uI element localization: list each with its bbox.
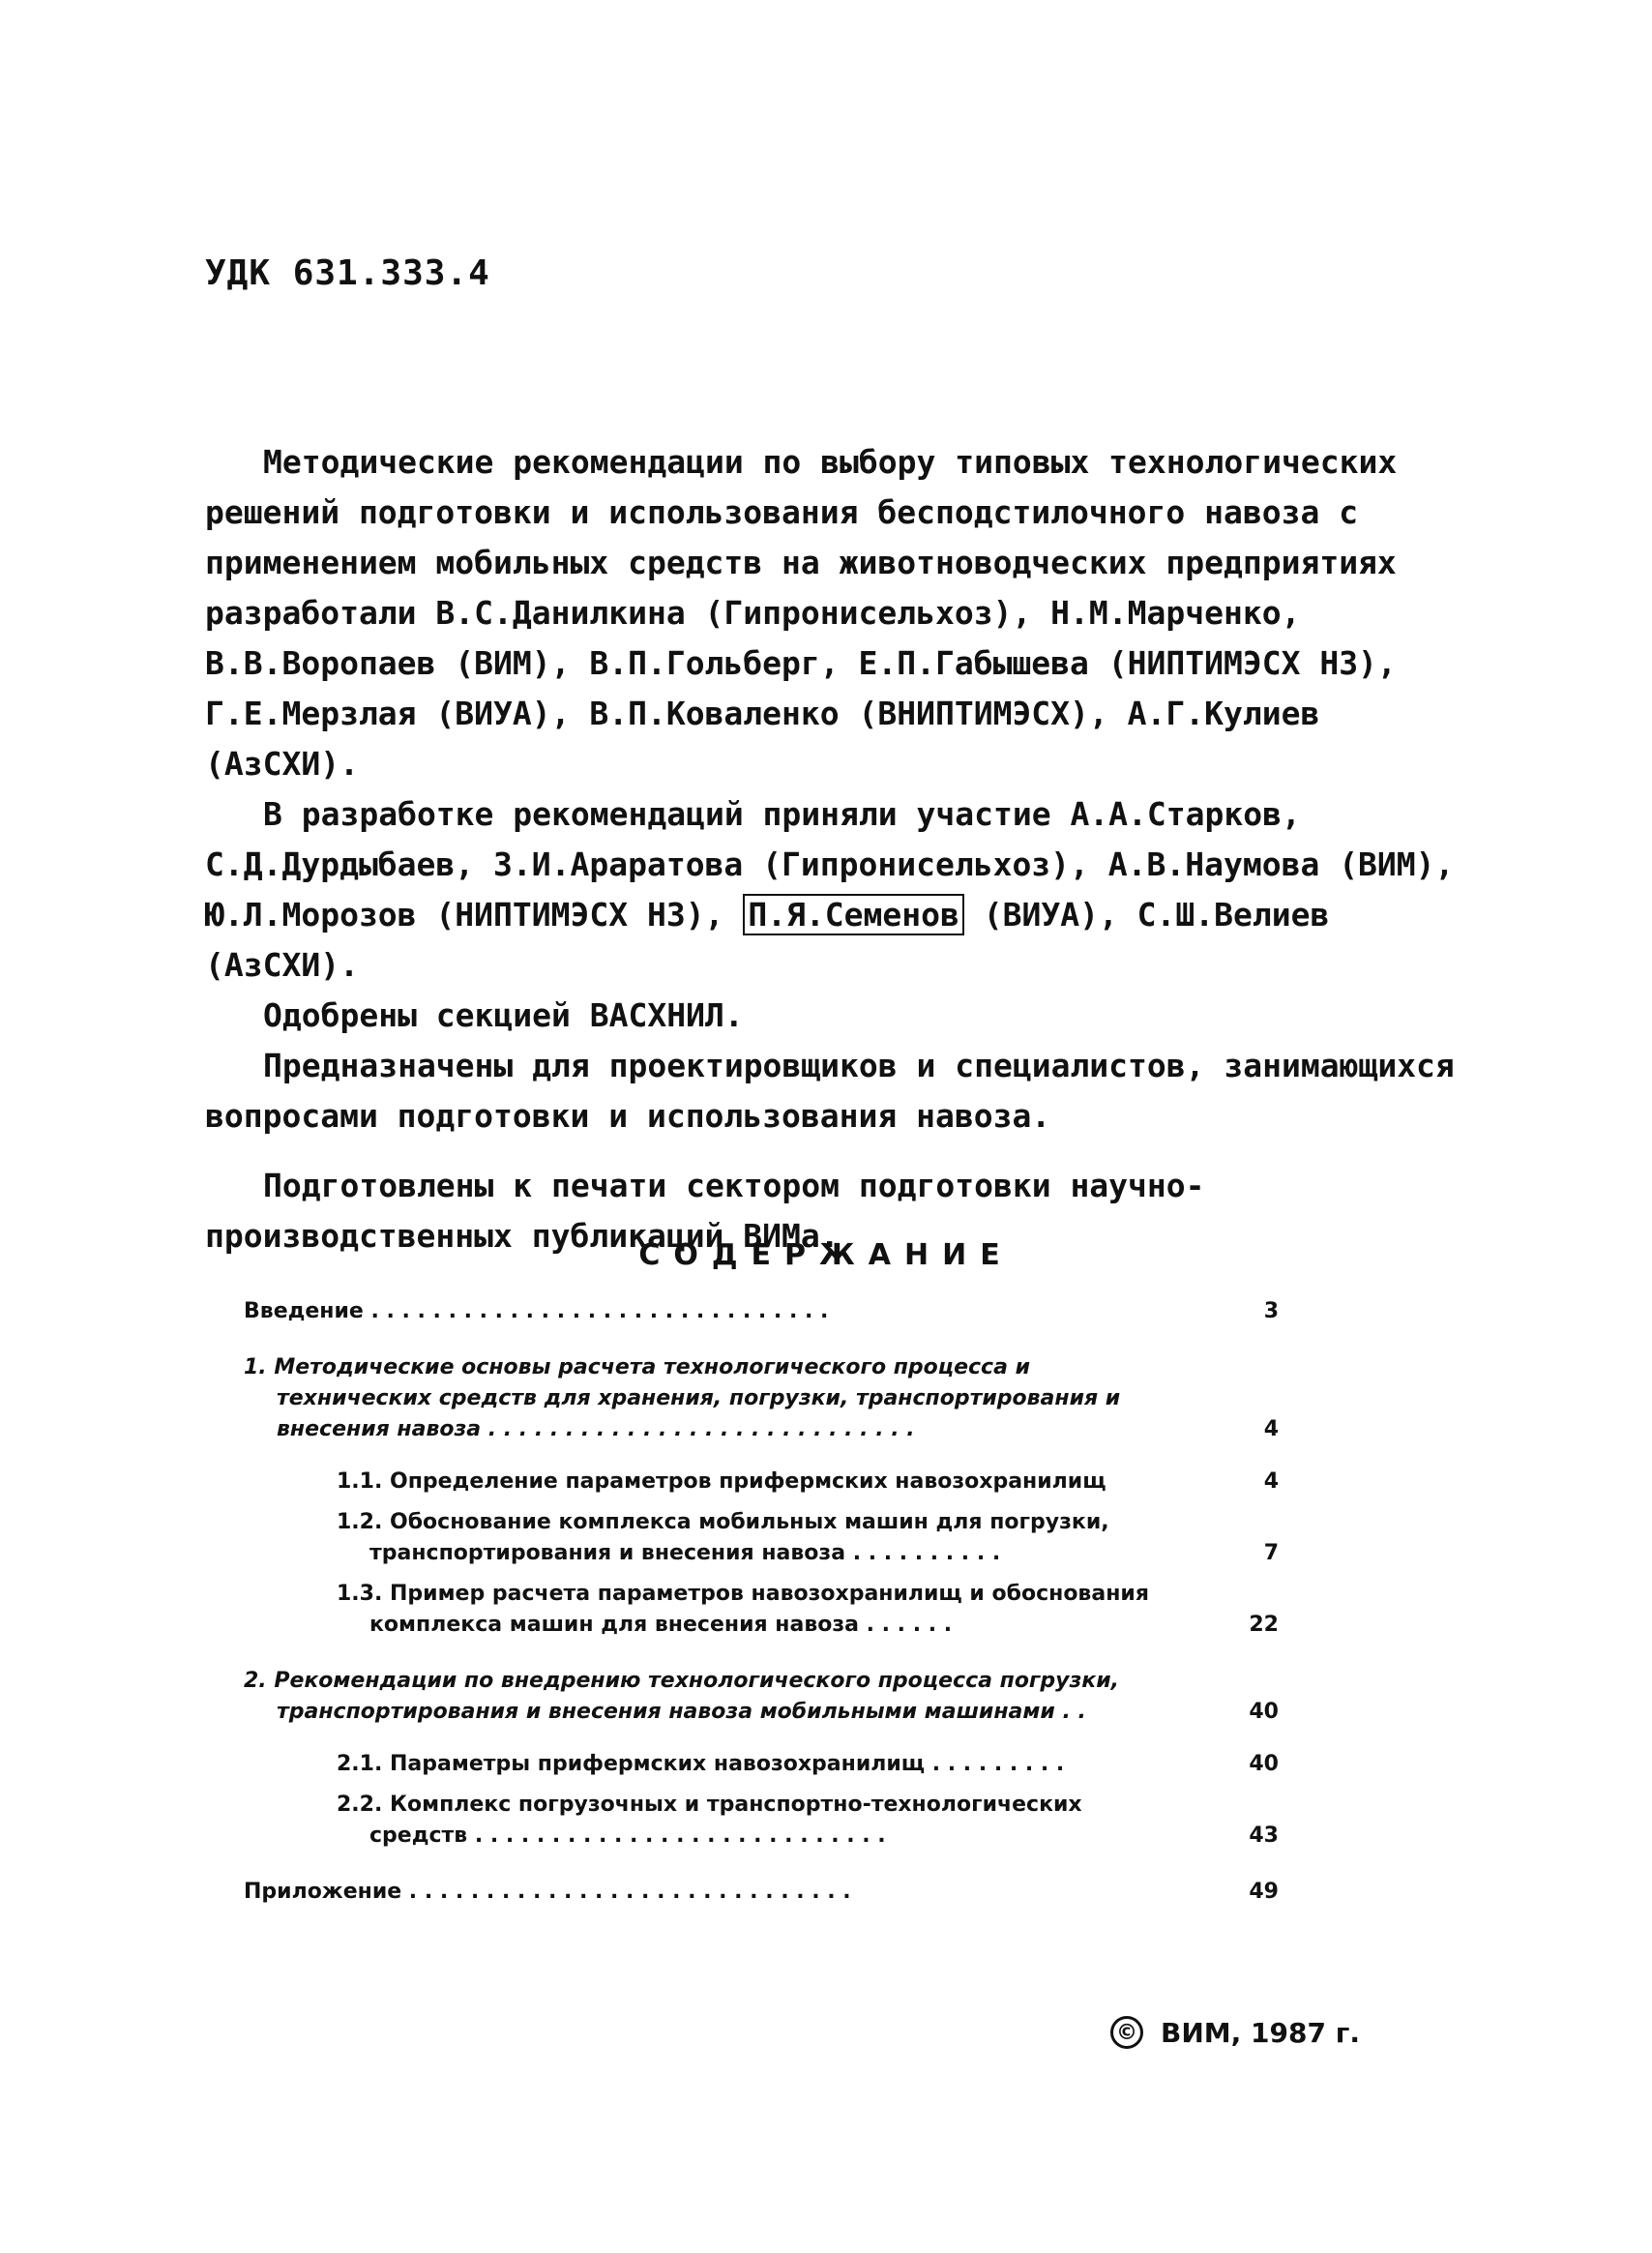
toc-entry-text: 1.1. Определение параметров прифермских навозохранилищ [337, 1469, 1106, 1494]
toc-entry-text: Введение . . . . . . . . . . . . . . . . . . . . . . . . . . . . . . [244, 1299, 829, 1323]
participants-text: В разработке рекомендаций приняли участие А.А.Старков, С.Д.Дурдыбаев, З.И.Араратова (Гипронисельхоз), А.В.Наумова (ВИМ), Ю.Л.Морозов (НИПТИМЭСХ НЗ), [205, 795, 1455, 934]
approval-paragraph: Одобрены секцией ВАСХНИЛ. [263, 996, 744, 1034]
toc-entry-1-1 [337, 1467, 1308, 1497]
toc-page-number: 40 [1249, 1752, 1279, 1776]
toc-entry-text: 1. Методические основы расчета технологического процесса и технических средств для хранения, погрузки, транспортирования и внесения навоза . . . . . . . . . . . . . . . . . . . . . . . . . . . . [244, 1355, 1121, 1441]
intro-block [205, 437, 1491, 1261]
toc-page-number: 22 [1249, 1613, 1279, 1637]
table-of-contents [244, 1296, 1308, 1929]
toc-entry-section-1 [244, 1352, 1308, 1445]
toc-entry-2-2 [337, 1790, 1308, 1852]
authors-paragraph: Методические рекомендации по выбору типовых технологических решений подготовки и использования бесподстилочного навоза с применением мобильных средств на животноводческих предприятиях разработали В.С.Данилкина (Гипронисельхоз), Н.М.Марченко, В.В.Воропаев (ВИМ), В.П.Гольберг, Е.П.Габышева (НИПТИМЭСХ НЗ), Г.Е.Мерзлая (ВИУА), В.П.Коваленко (ВНИПТИМЭСХ), А.Г.Кулиев (АзСХИ). [205, 443, 1398, 783]
toc-title: СОДЕРЖАНИЕ [638, 1238, 1014, 1272]
toc-entry-appendix [244, 1877, 1308, 1908]
toc-page-number: 4 [1263, 1469, 1279, 1494]
participants-text-end: (ВИУА), С.Ш.Велиев (АзСХИ). [205, 896, 1330, 984]
boxed-name: П.Я.Семенов [743, 894, 964, 935]
toc-entry-text: 2. Рекомендации по внедрению технологического процесса погрузки, транспортирования и внесения навоза мобильными машинами . . [244, 1669, 1119, 1724]
toc-page-number: 43 [1249, 1823, 1279, 1848]
toc-page-number: 49 [1249, 1880, 1279, 1904]
toc-entry-1-2 [337, 1507, 1308, 1569]
toc-page-number: 7 [1263, 1541, 1279, 1565]
toc-entry-introduction [244, 1296, 1308, 1327]
participants-paragraph [205, 789, 1491, 991]
copyright-line [1110, 2016, 1360, 2049]
toc-entry-section-2 [244, 1666, 1308, 1728]
audience-paragraph: Предназначены для проектировщиков и специалистов, занимающихся вопросами подготовки и использования навоза. [205, 1047, 1455, 1135]
toc-page-number: 40 [1249, 1700, 1279, 1724]
toc-page-number: 4 [1263, 1417, 1279, 1441]
copyright-text: ВИМ, 1987 г. [1161, 2016, 1360, 2049]
toc-entry-text: 1.2. Обоснование комплекса мобильных машин для погрузки, транспортирования и внесения навоза . . . . . . . . . . [337, 1510, 1109, 1565]
udk-code: УДК 631.333.4 [205, 253, 490, 293]
toc-entry-text: 2.2. Комплекс погрузочных и транспортно-технологических средств . . . . . . . . . . . . . . . . . . . . . . . . . . . [337, 1793, 1082, 1848]
toc-page-number: 3 [1263, 1299, 1279, 1323]
toc-entry-1-3 [337, 1579, 1308, 1641]
toc-entry-2-1 [337, 1749, 1308, 1780]
prepared-paragraph: Подготовлены к печати сектором подготовки научно-производственных публикаций ВИМа. [205, 1167, 1205, 1255]
toc-entry-text: Приложение . . . . . . . . . . . . . . . . . . . . . . . . . . . . . [244, 1880, 851, 1904]
toc-entry-text: 1.3. Пример расчета параметров навозохранилищ и обоснования комплекса машин для внесения навоза . . . . . . [337, 1582, 1149, 1637]
copyright-icon: © [1110, 2016, 1143, 2049]
toc-entry-text: 2.1. Параметры прифермских навозохранилищ . . . . . . . . . [337, 1752, 1065, 1776]
